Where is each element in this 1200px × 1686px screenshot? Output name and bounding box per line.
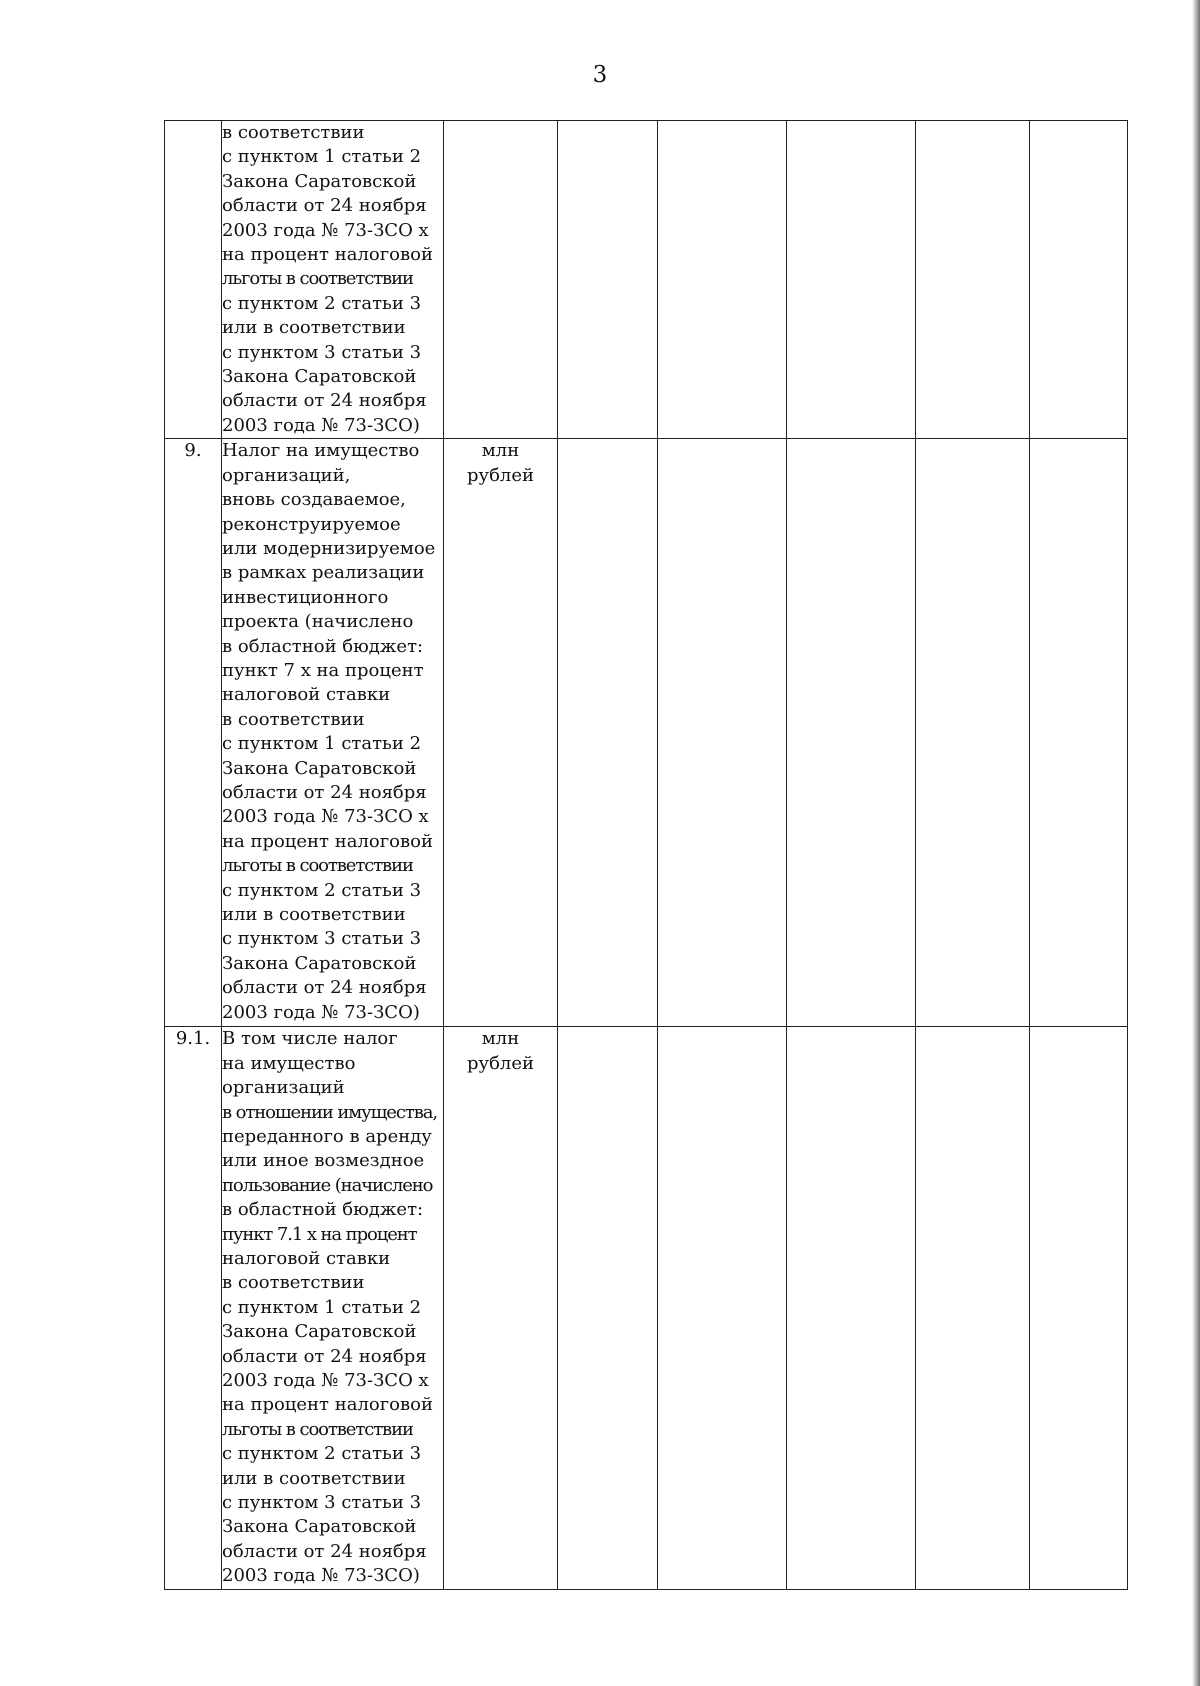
description-line: области от 24 ноября bbox=[222, 390, 427, 412]
empty-value-cell bbox=[658, 1027, 787, 1589]
description-line: в рамках реализации bbox=[222, 562, 425, 584]
table-body bbox=[165, 121, 1128, 1590]
description-line: области от 24 ноября bbox=[222, 1345, 427, 1367]
empty-value-cell bbox=[787, 439, 916, 1027]
description-line: организаций, bbox=[222, 464, 351, 486]
empty-value-cell bbox=[658, 439, 787, 1027]
page-number: 3 bbox=[592, 62, 608, 88]
row-number-cell bbox=[165, 121, 222, 439]
description-line: с пунктом 3 статьи 3 bbox=[222, 928, 422, 950]
empty-value-cell bbox=[787, 121, 916, 439]
unit-cell bbox=[444, 1027, 558, 1589]
description-line: на процент налоговой bbox=[222, 830, 433, 852]
description-line: Закона Саратовской bbox=[222, 366, 417, 388]
row-number-cell bbox=[165, 439, 222, 1027]
table-row bbox=[165, 1027, 1128, 1589]
description-line: Закона Саратовской bbox=[222, 1516, 417, 1538]
empty-value-cell bbox=[916, 121, 1030, 439]
description-line: с пунктом 1 статьи 2 bbox=[222, 1296, 422, 1318]
description-line: реконструируемое bbox=[222, 513, 401, 535]
empty-value-cell bbox=[558, 439, 658, 1027]
description-line: Закона Саратовской bbox=[222, 1321, 417, 1343]
description-line: с пунктом 2 статьи 3 bbox=[222, 292, 422, 314]
description-line: 2003 года № 73-ЗСО х bbox=[222, 219, 429, 241]
description-line: в областной бюджет: bbox=[222, 1199, 424, 1221]
description-line: с пунктом 2 статьи 3 bbox=[222, 879, 422, 901]
description-line: налоговой ставки bbox=[222, 684, 391, 706]
description-cell bbox=[222, 439, 444, 1027]
description-line: области от 24 ноября bbox=[222, 195, 427, 217]
description-line: или в соответствии bbox=[222, 904, 406, 925]
description-line: Закона Саратовской bbox=[222, 170, 417, 192]
description-line: налоговой ставки bbox=[222, 1247, 391, 1269]
description-line: с пунктом 3 статьи 3 bbox=[222, 1492, 422, 1513]
unit-label: рублей bbox=[466, 464, 535, 486]
row-number: 9.1. bbox=[175, 1028, 211, 1050]
description-line: или в соответствии bbox=[222, 317, 406, 339]
description-cell bbox=[222, 1027, 444, 1589]
description-line: на имущество bbox=[222, 1052, 356, 1074]
description-line: инвестиционного bbox=[222, 586, 389, 608]
table-row bbox=[165, 439, 1128, 1027]
description-line: в соответствии bbox=[222, 122, 365, 143]
description-line: переданного в аренду bbox=[222, 1125, 432, 1147]
empty-value-cell bbox=[1030, 1027, 1128, 1589]
description-line: в соответствии bbox=[222, 1272, 365, 1294]
description-line: льготы в соответствии bbox=[222, 855, 413, 877]
unit-label: млн bbox=[481, 1028, 520, 1050]
description-line: Закона Саратовской bbox=[222, 952, 417, 974]
description-line: 2003 года № 73-ЗСО х bbox=[222, 1369, 429, 1391]
description-line: Закона Саратовской bbox=[222, 757, 417, 779]
unit-label: рублей bbox=[466, 1052, 535, 1074]
description-line: В том числе налог bbox=[222, 1028, 398, 1050]
unit-label: млн bbox=[481, 440, 520, 462]
empty-value-cell bbox=[558, 121, 658, 439]
empty-value-cell bbox=[916, 439, 1030, 1027]
unit-cell bbox=[444, 439, 558, 1027]
empty-value-cell bbox=[787, 1027, 916, 1589]
description-line: с пунктом 2 статьи 3 bbox=[222, 1443, 422, 1465]
description-line: льготы в соответствии bbox=[222, 1418, 413, 1440]
row-number: 9. bbox=[184, 440, 202, 462]
description-line: в областной бюджет: bbox=[222, 635, 424, 657]
description-line: с пунктом 3 статьи 3 bbox=[222, 341, 422, 363]
description-line: льготы в соответствии bbox=[222, 268, 413, 290]
description-line: 2003 года № 73-ЗСО) bbox=[222, 414, 420, 436]
description-cell bbox=[222, 121, 444, 439]
description-line: области от 24 ноября bbox=[222, 977, 427, 999]
description-line: области от 24 ноября bbox=[222, 781, 427, 803]
description-line: Налог на имущество bbox=[222, 440, 420, 462]
description-line: 2003 года № 73-ЗСО х bbox=[222, 806, 429, 828]
description-line: в отношении имущества, bbox=[222, 1101, 437, 1123]
description-line: или модернизируемое bbox=[222, 537, 436, 559]
empty-value-cell bbox=[658, 121, 787, 439]
description-line: в соответствии bbox=[222, 708, 365, 730]
table-row bbox=[165, 121, 1128, 439]
description-line: с пунктом 1 статьи 2 bbox=[222, 733, 422, 755]
description-line: организаций bbox=[222, 1077, 345, 1099]
description-line: 2003 года № 73-ЗСО) bbox=[222, 1565, 420, 1587]
description-line: или в соответствии bbox=[222, 1467, 406, 1489]
empty-value-cell bbox=[1030, 121, 1128, 439]
description-line: на процент налоговой bbox=[222, 1394, 433, 1416]
data-table bbox=[164, 120, 1128, 1590]
empty-value-cell bbox=[916, 1027, 1030, 1589]
description-line: с пунктом 1 статьи 2 bbox=[222, 146, 422, 168]
empty-value-cell bbox=[558, 1027, 658, 1589]
empty-value-cell bbox=[1030, 439, 1128, 1027]
description-line: пункт 7 х на процент bbox=[222, 659, 424, 681]
scan-edge-shadow bbox=[1192, 0, 1200, 1686]
description-line: области от 24 ноября bbox=[222, 1540, 427, 1562]
description-line: 2003 года № 73-ЗСО) bbox=[222, 1001, 420, 1023]
description-line: пункт 7.1 х на процент bbox=[222, 1223, 417, 1245]
description-line: проекта (начислено bbox=[222, 611, 414, 633]
description-line: пользование (начислено bbox=[222, 1174, 433, 1196]
description-line: на процент налоговой bbox=[222, 244, 433, 266]
description-line: или иное возмездное bbox=[222, 1150, 425, 1172]
row-number-cell bbox=[165, 1027, 222, 1589]
description-line: вновь создаваемое, bbox=[222, 489, 406, 511]
unit-cell bbox=[444, 121, 558, 439]
